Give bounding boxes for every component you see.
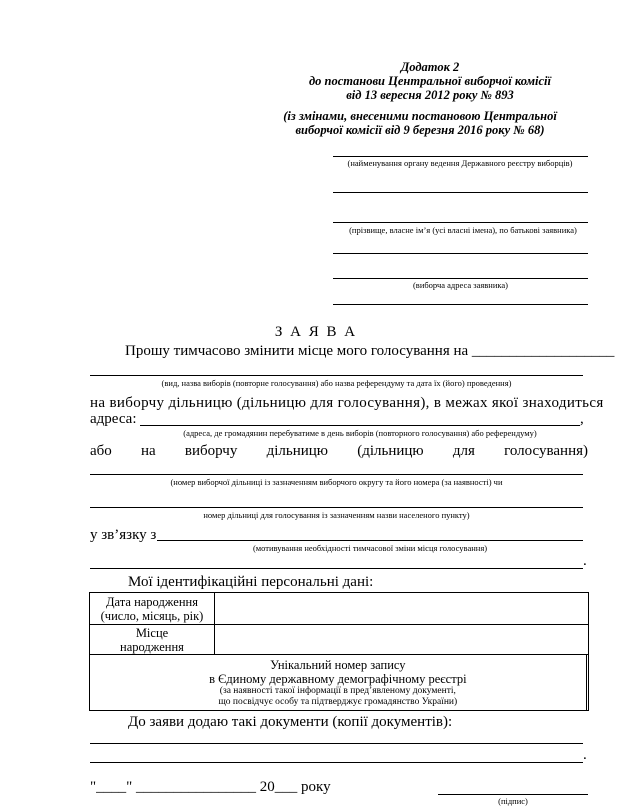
name-caption: (прізвище, власне ім’я (усі власні імена), по батькові заявника) [349, 225, 577, 235]
word-1: або [90, 443, 112, 459]
address-label: адреса: [90, 411, 137, 427]
word-5: (дільницю [357, 443, 424, 459]
reason-period: . [583, 553, 587, 569]
station-line-2[interactable] [90, 507, 583, 508]
address-caption: (виборча адреса заявника) [412, 280, 509, 290]
annex-amendments [270, 109, 570, 137]
statement-line-2: на виборчу дільницю (дільницю для голосування), в межах якої знаходиться [90, 395, 604, 411]
annex-date: від 13 вересня 2012 року № 893 [346, 88, 514, 102]
election-caption: (вид, назва виборів (повторне голосування) або назва референдуму та дата їх (його) проведення) [161, 378, 512, 388]
organ-line[interactable] [333, 156, 588, 157]
unique-l4: що посвідчує особу та підтверджує громадянство України) [218, 696, 458, 707]
birth-place-l1: Місце [135, 625, 169, 640]
station-caption: (номер виборчої дільниці із зазначенням виборчого округу та його номера (за наявності) чи [170, 477, 503, 487]
statement-line-1: Прошу тимчасово змінити місце мого голосування на ___________________ [125, 343, 615, 359]
name-line-2[interactable] [333, 253, 588, 254]
word-2: на [141, 443, 156, 459]
birth-place-l2: народження [120, 639, 184, 654]
unique-record-label [90, 655, 587, 711]
date-field[interactable]: "____" ________________ 20___ року [90, 779, 331, 795]
birth-date-l1: Дата народження [106, 594, 198, 609]
annex-resolution: до постанови Центральної виборчої комісії [308, 74, 552, 88]
birth-place-field[interactable] [215, 625, 589, 655]
document-title: З А Я В А [274, 324, 358, 340]
stay-address-line[interactable] [140, 425, 580, 426]
amendments-line-1: (із змінами, внесеними постановою Центральної [283, 109, 557, 123]
election-line[interactable] [90, 375, 583, 376]
personal-data-table [89, 592, 589, 711]
unique-l2: в Єдиному державному демографічному реєстрі [209, 671, 467, 686]
reason-line[interactable] [157, 540, 583, 541]
personal-data-heading: Мої ідентифікаційні персональні дані: [128, 574, 374, 590]
unique-record-field[interactable] [586, 655, 588, 711]
documents-line-2[interactable] [90, 762, 583, 763]
unique-l3: (за наявності такої інформації в пред’явленому документі, [219, 685, 456, 696]
annex-header [300, 60, 560, 102]
name-line[interactable] [333, 222, 588, 223]
birth-date-label [90, 593, 215, 625]
signature-caption: (підпис) [498, 796, 528, 806]
birth-date-field[interactable] [215, 593, 589, 625]
address-line[interactable] [333, 278, 588, 279]
documents-period: . [583, 747, 587, 763]
birth-place-label [90, 625, 215, 655]
documents-heading: До заяви додаю такі документи (копії документів): [128, 714, 453, 730]
signature-line[interactable] [438, 794, 588, 795]
address-comma: , [580, 411, 584, 427]
reason-caption: (мотивування необхідності тимчасової зміни місця голосування) [252, 543, 488, 553]
organ-line-2[interactable] [333, 192, 588, 193]
statement-line-3 [90, 442, 588, 460]
birth-date-l2: (число, місяць, рік) [100, 608, 204, 623]
documents-line-1[interactable] [90, 743, 583, 744]
stay-address-caption: (адреса, де громадянин перебуватиме в день виборів (повторного голосування) або референдуму) [183, 428, 537, 438]
organ-caption: (найменування органу ведення Державного реєстру виборців) [347, 158, 573, 168]
word-4: дільницю [266, 443, 328, 459]
station-line[interactable] [90, 474, 583, 475]
word-7: голосування) [504, 443, 588, 459]
reason-line-2[interactable] [90, 568, 583, 569]
word-6: для [452, 443, 475, 459]
annex-title: Додаток 2 [400, 60, 460, 74]
word-3: виборчу [184, 443, 238, 459]
station-caption-2: номер дільниці для голосування із зазначенням назви населеного пункту) [203, 510, 470, 520]
address-line-2[interactable] [333, 304, 588, 305]
reason-label: у зв’язку з [90, 527, 157, 543]
amendments-line-2: виборчої комісії від 9 березня 2016 року № 68) [295, 123, 545, 137]
unique-l1: Унікальний номер запису [270, 657, 406, 672]
